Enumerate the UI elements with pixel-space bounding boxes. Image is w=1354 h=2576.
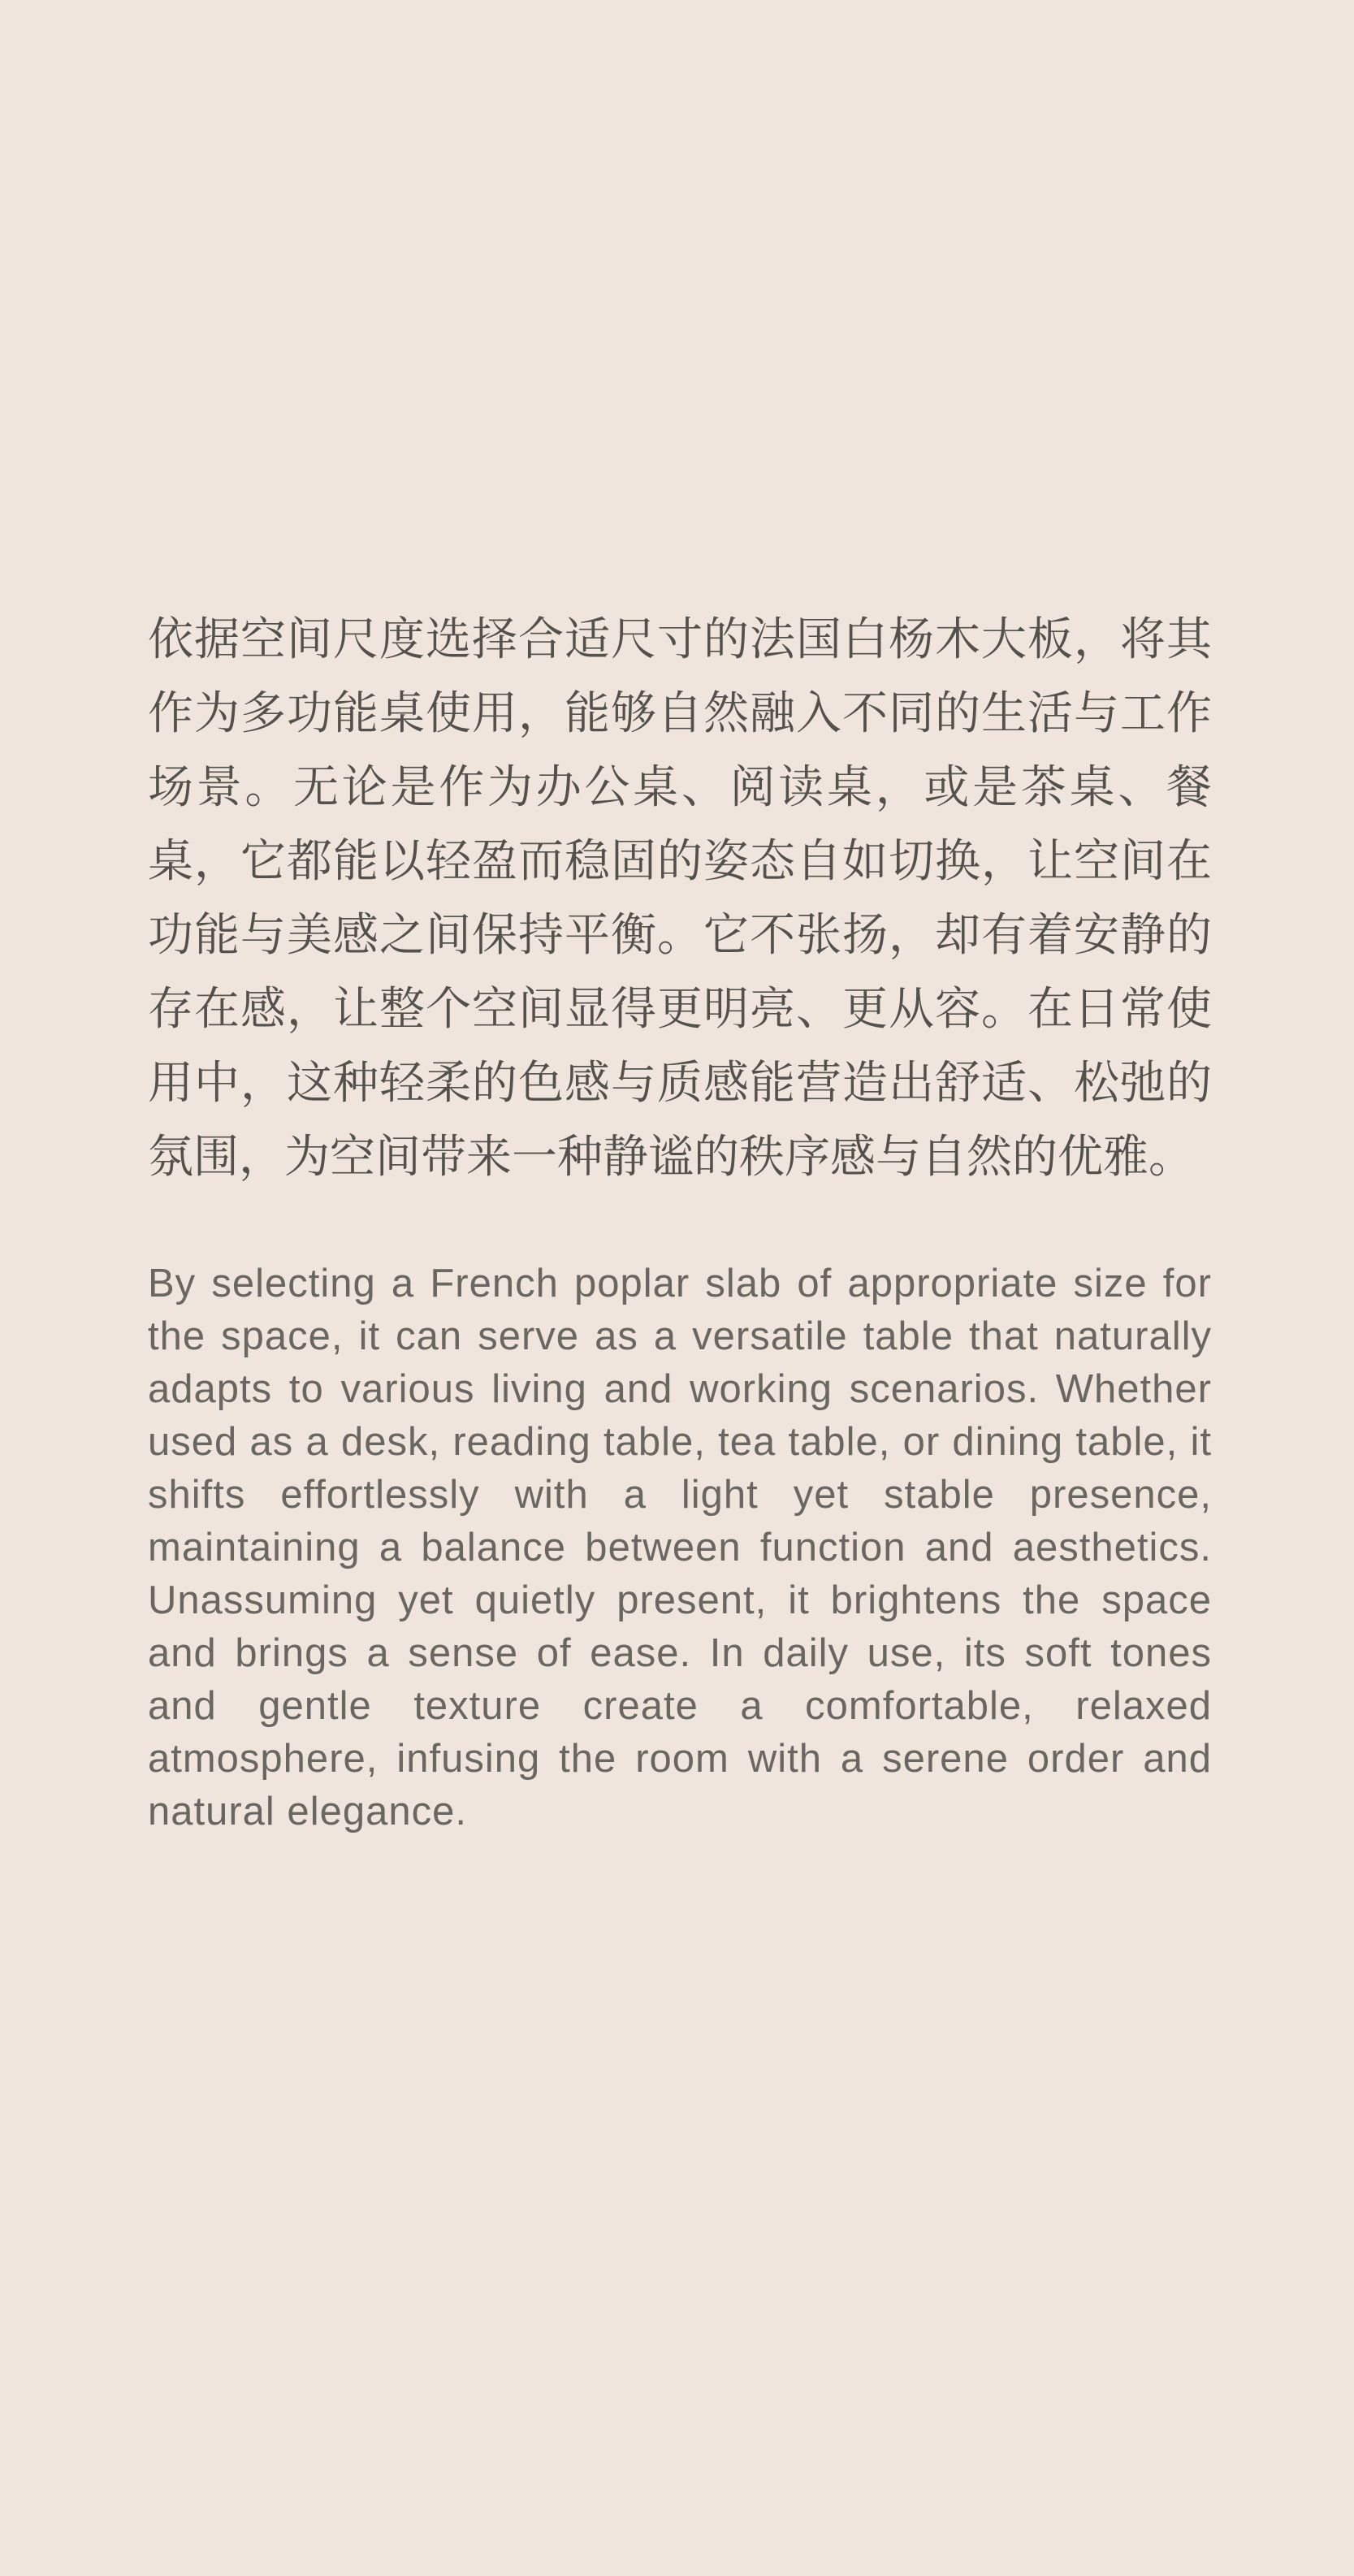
article-content	[148, 603, 1212, 1838]
chinese-paragraph: 依据空间尺度选择合适尺寸的法国白杨木大板，将其作为多功能桌使用，能够自然融入不同的生活与工作场景。无论是作为办公桌、阅读桌，或是茶桌、餐桌，它都能以轻盈而稳固的姿态自如切换，让空间在功能与美感之间保持平衡。它不张扬，却有着安静的存在感，让整个空间显得更明亮、更从容。在日常使用中，这种轻柔的色感与质感能营造出舒适、松弛的氛围，为空间带来一种静谧的秩序感与自然的优雅。	[148, 613, 1212, 1184]
english-paragraph: By selecting a French poplar slab of appropriate size for the space, it can serve as a versatile table that naturally adapts to various living and working scenarios. Whether used as a desk, reading table, tea table, or dining table, it shifts effortlessly with a light yet stable presence, maintaining a balance between function and aesthetics. Unassuming yet quietly present, it brightens the space and brings a sense of ease. In daily use, its soft tones and gentle texture create a comfortable, relaxed atmosphere, infusing the room with a serene order and natural elegance.	[148, 1262, 1212, 1834]
